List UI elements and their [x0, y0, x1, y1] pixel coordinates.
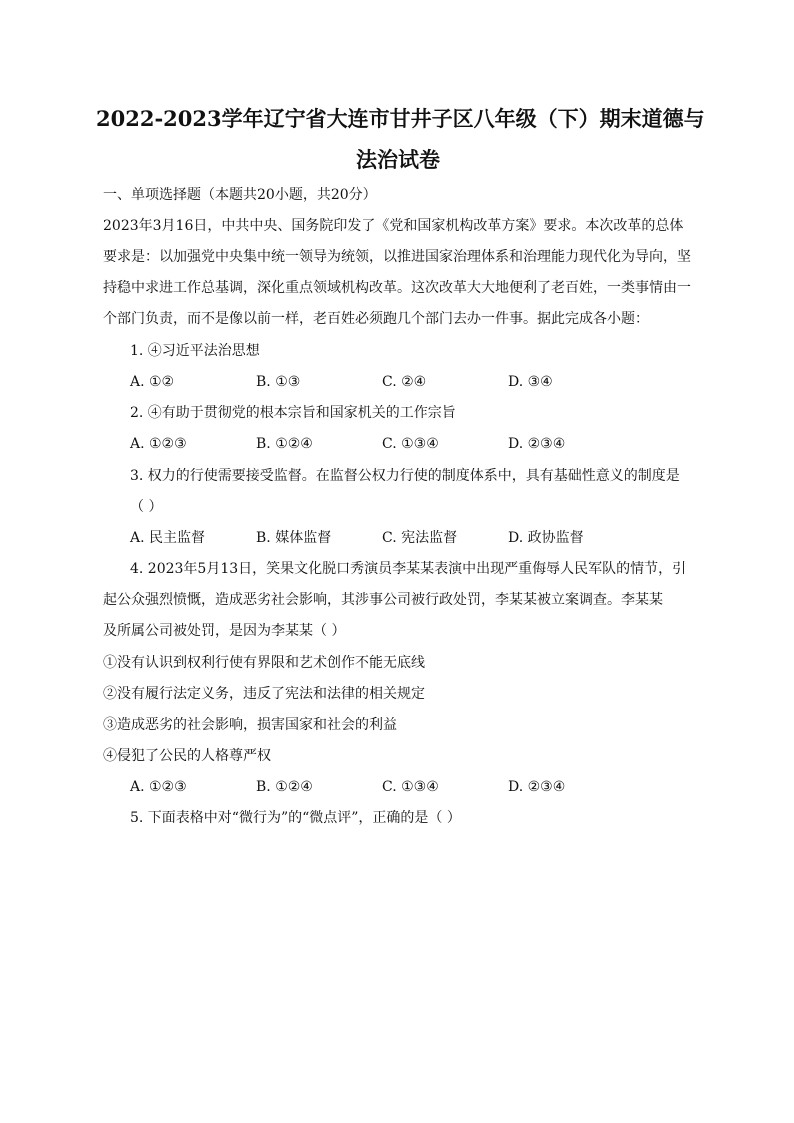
- question-3-option-b: B. 媒体监督: [256, 530, 332, 546]
- question-2-option-a: A. ①②③: [130, 436, 187, 452]
- question-2-stem: 2. ④有助于贯彻党的根本宗旨和国家机关的工作宗旨: [130, 405, 456, 421]
- question-3-option-d: D. 政协监督: [508, 530, 584, 546]
- question-4-stem-line: 及所属公司被处罚，是因为李某某（ ）: [103, 623, 346, 639]
- section-heading: 一、单项选择题（本题共20小题，共20分）: [103, 187, 377, 203]
- intro-paragraph-line: 2023年3月16日，中共中央、国务院印发了《党和国家机构改革方案》要求。本次改革的总体: [103, 218, 684, 234]
- question-5-stem: 5. 下面表格中对“微行为”的“微点评”，正确的是（ ）: [130, 810, 461, 826]
- intro-paragraph-line: 持稳中求进工作总基调，深化重点领域机构改革。这次改革大大地便利了老百姓，一类事情由一: [103, 280, 691, 296]
- question-3-option-c: C. 宪法监督: [382, 530, 458, 546]
- question-1-option-c: C. ②④: [382, 374, 427, 390]
- question-3-stem: 3. 权力的行使需要接受监督。在监督公权力行使的制度体系中，具有基础性意义的制度是: [130, 468, 680, 484]
- question-4-statement: ④侵犯了公民的人格尊严权: [103, 748, 271, 764]
- question-4-statement: ①没有认识到权利行使有界限和艺术创作不能无底线: [103, 655, 425, 671]
- intro-paragraph-line: 要求是：以加强党中央集中统一领导为统领，以推进国家治理体系和治理能力现代化为导向，坚: [103, 249, 691, 265]
- question-1-option-a: A. ①②: [130, 374, 175, 390]
- question-2-option-c: C. ①③④: [382, 436, 439, 452]
- question-4-option-b: B. ①②④: [256, 779, 313, 795]
- intro-paragraph-line: 个部门负责，而不是像以前一样，老百姓必须跑几个部门去办一件事。据此完成各小题：: [103, 311, 649, 327]
- question-3-option-a: A. 民主监督: [130, 530, 206, 546]
- question-4-statement: ②没有履行法定义务，违反了宪法和法律的相关规定: [103, 686, 425, 702]
- question-3-answer-parentheses: （ ）: [130, 499, 163, 515]
- question-4-stem-line: 起公众强烈愤慨，造成恶劣社会影响，其涉事公司被行政处罚，李某某被立案调查。李某某: [103, 592, 663, 608]
- question-4-option-d: D. ②③④: [508, 779, 566, 795]
- question-1-option-b: B. ①③: [256, 374, 301, 390]
- question-4-option-a: A. ①②③: [130, 779, 187, 795]
- question-2-option-b: B. ①②④: [256, 436, 313, 452]
- question-4-statement: ③造成恶劣的社会影响，损害国家和社会的利益: [103, 717, 397, 733]
- exam-title-line-1: 2022-2023学年辽宁省大连市甘井子区八年级（下）期末道德与: [96, 106, 705, 131]
- question-4-stem-line: 4. 2023年5月13日，笑果文化脱口秀演员李某某表演中出现严重侮辱人民军队的情节，引: [130, 561, 687, 577]
- question-1-stem: 1. ④习近平法治思想: [130, 343, 260, 359]
- exam-title-line-2: 法治试卷: [356, 147, 440, 172]
- question-4-option-c: C. ①③④: [382, 779, 439, 795]
- question-2-option-d: D. ②③④: [508, 436, 566, 452]
- question-1-option-d: D. ③④: [508, 374, 553, 390]
